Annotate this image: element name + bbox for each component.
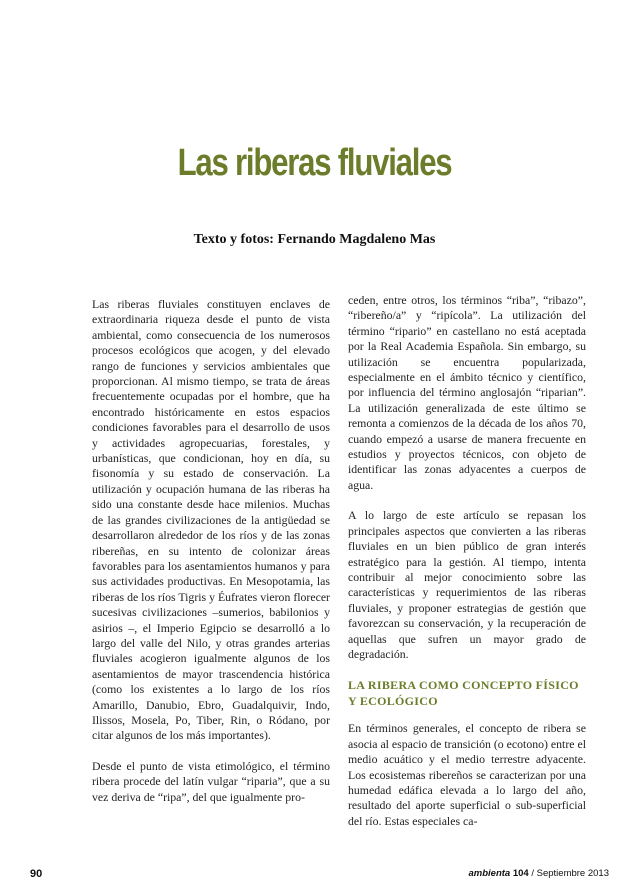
paragraph: Desde el punto de vista etimológico, el término ribera procede del latín vulgar “riparia”, que a su vez deriva de “ripa”, del que igualmente pro- xyxy=(92,758,330,804)
paragraph: ceden, entre otros, los términos “riba”, “ribazo”, “ribereño/a” y “ripícola”. La utilización del término “ripario” en castellano no está aceptada por la Real Academia Española. Sin embargo, su utilización se encuentra popularizada, especialmente en el ámbito técnico y científico, por influencia del término anglosajón “riparian”. La utilización generalizada de este último se remonta a comienzos de la década de los años 70, cuando empezó a usarse de manera frecuente en estudios y proyectos técnicos, con objeto de identificar las zonas adyacentes a cuerpos de agua. xyxy=(348,293,586,492)
byline: Texto y fotos: Fernando Magdaleno Mas xyxy=(193,232,436,247)
page-number: 90 xyxy=(30,868,43,880)
paragraph: A lo largo de este artículo se repasan los principales aspectos que convierten a las riberas fluviales en un bien público de gran interés estratégico para la gestión. Al tiempo, intenta contribuir al mejor conocimiento sobre las características y requerimientos de las riberas fluviales, y proponer estrategias de gestión que favorezcan su conservación, y la recuperación de aquellas que sufren un mayor grado de degradación. xyxy=(348,508,586,661)
issue-date: / Septiembre 2013 xyxy=(531,868,609,879)
article-title: Las riberas fluviales xyxy=(177,142,452,184)
magazine-name: ambienta xyxy=(468,868,511,879)
magazine-info xyxy=(469,868,610,879)
paragraph: Las riberas fluviales constituyen enclaves de extraordinaria riqueza desde el punto de vista ambiental, como consecuencia de los numerosos procesos ecológicos que acogen, y del elevado rango de funciones y servicios ambientales que proporcionan. Al mismo tiempo, se trata de áreas frecuentemente ocupadas por el hombre, que ha encontrado históricamente en estos espacios condiciones favorables para el desarrollo de usos y actividades agropecuarias, forestales, y urbanísticas, que condicionan, hoy en día, su fisonomía y su estado de conservación. La utilización y ocupación humana de las riberas ha sido una constante desde hace milenios. Muchas de las grandes civilizaciones de la antigüedad se desarrollaron alrededor de los ríos y de las zonas ribereñas, en su intento de colonizar áreas favorables para los asentamientos humanos y para sus actividades productivas. En Mesopotamia, las riberas de los ríos Tigris y Éufrates vieron florecer sucesivas civilizaciones –sumerios, babilonios y asirios –, el Imperio Egipcio se desarrolló a lo largo del valle del Nilo, y otras grandes arterias fluviales acogieron igualmente algunos de los asentamientos de mayor trascendencia histórica (como los existentes a lo largo de los ríos Amarillo, Danubio, Ebro, Guadalquivir, Indo, Ilissos, Mosela, Po, Tiber, Rin, o Ródano, por citar algunos de los más importantes). xyxy=(92,297,330,743)
issue-number: 104 xyxy=(512,868,529,879)
right-column xyxy=(348,293,586,844)
paragraph: En términos generales, el concepto de ribera se asocia al espacio de transición (o ecotono) entre el medio acuático y el medio terrestre adyacente. Los ecosistemas ribereños se caracterizan por una humedad edáfica elevada a lo largo del año, resultado del aporte superficial o sub-superficial del río. Estas especiales ca- xyxy=(348,721,586,828)
left-column xyxy=(92,297,330,820)
page-footer xyxy=(0,868,629,882)
section-heading: LA RIBERA COMO CONCEPTO FÍSICO Y ECOLÓGICO xyxy=(348,678,579,709)
